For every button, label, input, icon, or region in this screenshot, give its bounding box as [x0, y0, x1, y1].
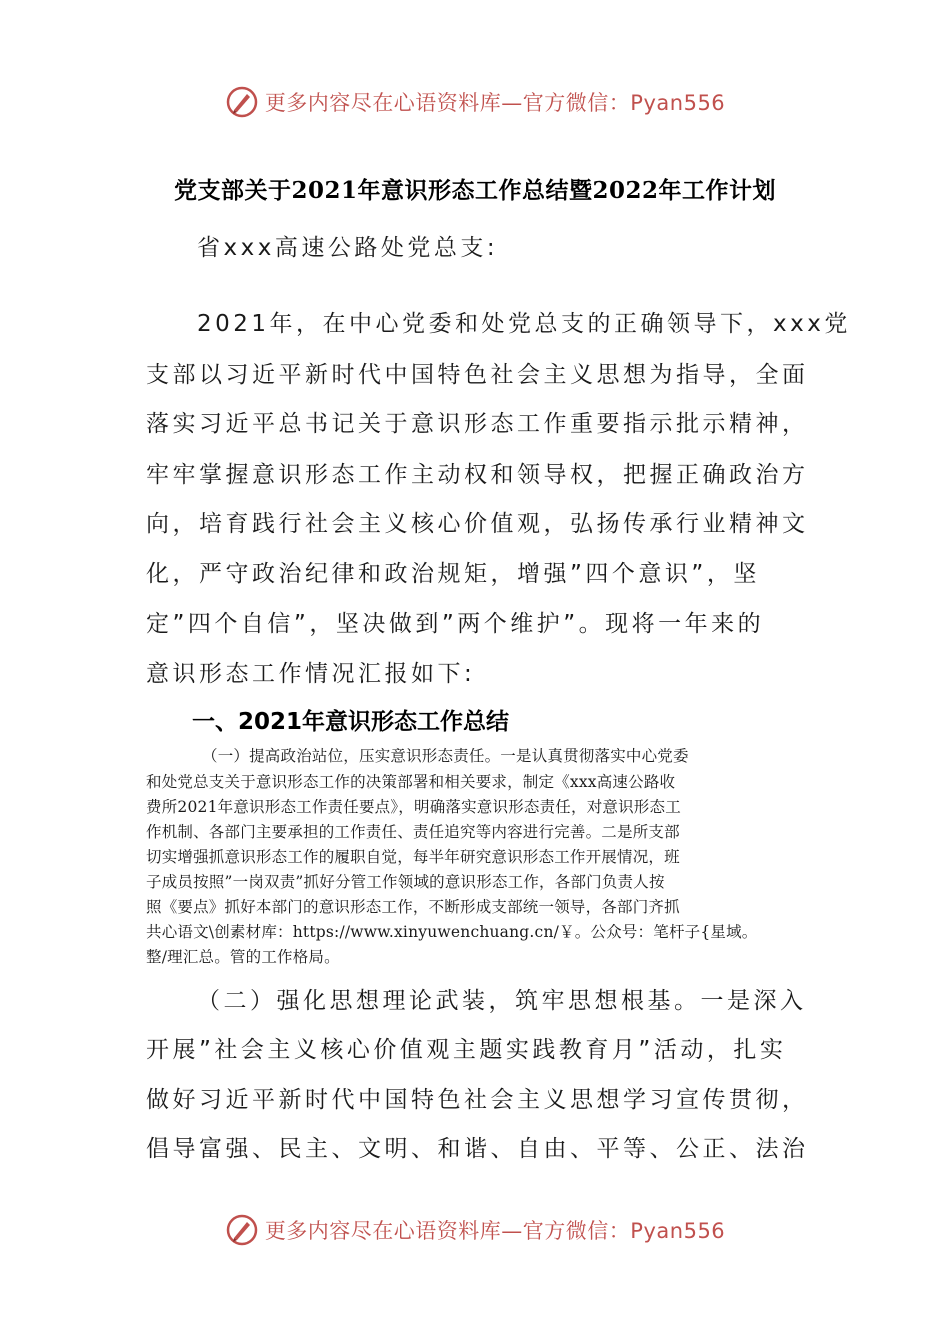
para1-line: 切实增强抓意识形态工作的履职自觉，每半年研究意识形态工作开展情况，班	[146, 848, 680, 866]
intro-line: 意识形态工作情况汇报如下:	[146, 661, 476, 687]
para1-line: 共心语文\创素材库：https://www.xinyuwenchuang.cn/￥。公众号：笔杆子{星域。	[146, 923, 758, 941]
intro-line: 支部以习近平新时代中国特色社会主义思想为指导，全面	[146, 362, 809, 388]
intro-line: 定”四个自信”，坚决做到”两个维护”。现将一年来的	[146, 611, 765, 637]
watermark-text: 更多内容尽在心语资料库—官方微信：Pyan556	[264, 91, 726, 115]
para1-line: 整/理汇总。管的工作格局。	[146, 948, 340, 966]
intro-line: 牢牢掌握意识形态工作主动权和领导权，把握正确政治方	[146, 462, 809, 488]
pen-logo-icon	[225, 85, 259, 119]
addressee-line: 省xxx高速公路处党总支:	[197, 235, 499, 261]
intro-line: 化，严守政治纪律和政治规矩，增强”四个意识”，坚	[146, 561, 760, 587]
footer-watermark-banner	[0, 1210, 950, 1250]
para1-line: 费所2021年意识形态工作责任要点》，明确落实意识形态责任，对意识形态工	[146, 798, 681, 816]
para2-line: （二）强化思想理论武装，筑牢思想根基。一是深入	[197, 988, 807, 1014]
para2-line: 做好习近平新时代中国特色社会主义思想学习宣传贯彻，	[146, 1087, 809, 1113]
intro-line: 2021年，在中心党委和处党总支的正确领导下，xxx党	[197, 311, 851, 337]
para2-line: 倡导富强、民主、文明、和谐、自由、平等、公正、法治	[146, 1136, 809, 1162]
para1-line: 作机制、各部门主要承担的工作责任、责任追究等内容进行完善。二是所支部	[146, 823, 680, 841]
para1-line: 照《要点》抓好本部门的意识形态工作，不断形成支部统一领导，各部门齐抓	[146, 898, 680, 916]
header-watermark-banner	[0, 82, 950, 122]
para1-line: 和处党总支关于意识形态工作的决策部署和相关要求，制定《xxx高速公路收	[146, 773, 676, 791]
watermark-text: 更多内容尽在心语资料库—官方微信：Pyan556	[264, 1219, 726, 1243]
document-title: 党支部关于2021年意识形态工作总结暨2022年工作计划	[173, 177, 777, 204]
intro-line: 落实习近平总书记关于意识形态工作重要指示批示精神，	[146, 411, 809, 437]
pen-logo-icon	[225, 1213, 259, 1247]
para1-line: （一）提高政治站位，压实意识形态责任。一是认真贯彻落实中心党委	[202, 747, 689, 765]
intro-line: 向，培育践行社会主义核心价值观，弘扬传承行业精神文	[146, 511, 809, 537]
para2-line: 开展”社会主义核心价值观主题实践教育月”活动，扎实	[146, 1037, 787, 1063]
para1-line: 子成员按照”一岗双责”抓好分管工作领域的意识形态工作，各部门负责人按	[146, 873, 665, 891]
section-heading: 一、2021年意识形态工作总结	[192, 709, 510, 735]
